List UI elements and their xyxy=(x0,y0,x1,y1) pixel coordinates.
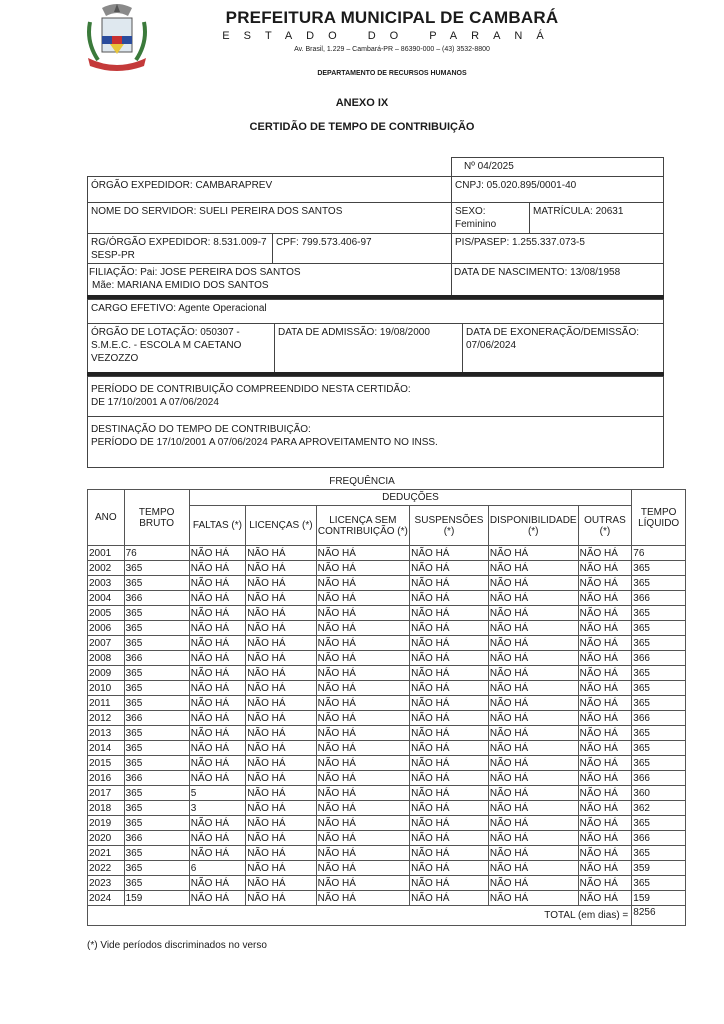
servant-name: NOME DO SERVIDOR: SUELI PEREIRA DOS SANTOS xyxy=(87,202,452,234)
cell-net-time: 365 xyxy=(632,816,686,831)
cell-net-time: 365 xyxy=(632,741,686,756)
table-row xyxy=(88,786,686,801)
cell-unpaid-leave: NÃO HÁ xyxy=(316,606,410,621)
cell-suspensions: NÃO HÁ xyxy=(410,651,489,666)
header-unpaid-leave: LICENÇA SEM CONTRIBUIÇÃO (*) xyxy=(316,506,410,546)
cell-unpaid-leave: NÃO HÁ xyxy=(316,591,410,606)
cell-net-time: 365 xyxy=(632,666,686,681)
cell-net-time: 76 xyxy=(632,546,686,561)
table-row xyxy=(88,756,686,771)
cell-leaves: NÃO HÁ xyxy=(246,741,316,756)
cell-suspensions: NÃO HÁ xyxy=(410,606,489,621)
table-row xyxy=(88,651,686,666)
cell-availability: NÃO HÁ xyxy=(488,576,578,591)
cell-leaves: NÃO HÁ xyxy=(246,546,316,561)
table-row xyxy=(88,876,686,891)
header-leaves: LICENÇAS (*) xyxy=(246,506,316,546)
cell-net-time: 365 xyxy=(632,876,686,891)
cell-leaves: NÃO HÁ xyxy=(246,666,316,681)
cell-others: NÃO HÁ xyxy=(578,636,632,651)
cell-suspensions: NÃO HÁ xyxy=(410,696,489,711)
cell-gross-time: 365 xyxy=(124,876,189,891)
cell-unpaid-leave: NÃO HÁ xyxy=(316,891,410,906)
cell-absences: NÃO HÁ xyxy=(189,726,245,741)
cell-suspensions: NÃO HÁ xyxy=(410,591,489,606)
cell-absences: NÃO HÁ xyxy=(189,666,245,681)
destination-label: DESTINAÇÃO DO TEMPO DE CONTRIBUIÇÃO: xyxy=(91,424,311,435)
table-row xyxy=(88,606,686,621)
cell-unpaid-leave: NÃO HÁ xyxy=(316,561,410,576)
dismissal-value: 07/06/2024 xyxy=(466,340,517,351)
cell-gross-time: 365 xyxy=(124,726,189,741)
cell-availability: NÃO HÁ xyxy=(488,756,578,771)
cell-leaves: NÃO HÁ xyxy=(246,756,316,771)
cpf: CPF: 799.573.406-97 xyxy=(272,233,452,264)
cnpj: CNPJ: 05.020.895/0001-40 xyxy=(451,176,664,203)
destination-value: PERÍODO DE 17/10/2001 A 07/06/2024 PARA APROVEITAMENTO NO INSS. xyxy=(91,437,438,448)
cell-gross-time: 365 xyxy=(124,846,189,861)
cell-gross-time: 366 xyxy=(124,651,189,666)
table-row xyxy=(88,681,686,696)
cell-unpaid-leave: NÃO HÁ xyxy=(316,666,410,681)
table-row xyxy=(88,636,686,651)
cell-availability: NÃO HÁ xyxy=(488,831,578,846)
cell-unpaid-leave: NÃO HÁ xyxy=(316,681,410,696)
cell-year: 2005 xyxy=(88,606,125,621)
cell-year: 2004 xyxy=(88,591,125,606)
cell-gross-time: 365 xyxy=(124,801,189,816)
cell-absences: NÃO HÁ xyxy=(189,546,245,561)
cell-leaves: NÃO HÁ xyxy=(246,861,316,876)
table-row xyxy=(88,816,686,831)
cell-others: NÃO HÁ xyxy=(578,786,632,801)
cell-absences: 6 xyxy=(189,861,245,876)
table-row xyxy=(88,891,686,906)
cell-leaves: NÃO HÁ xyxy=(246,726,316,741)
cell-net-time: 365 xyxy=(632,606,686,621)
cell-suspensions: NÃO HÁ xyxy=(410,756,489,771)
cell-absences: 5 xyxy=(189,786,245,801)
rg-field xyxy=(87,233,273,264)
state-name: ESTADO DO PARANÁ xyxy=(222,30,558,42)
cell-gross-time: 365 xyxy=(124,576,189,591)
cell-net-time: 362 xyxy=(632,801,686,816)
cell-absences: NÃO HÁ xyxy=(189,696,245,711)
cell-leaves: NÃO HÁ xyxy=(246,606,316,621)
cell-net-time: 365 xyxy=(632,621,686,636)
cell-net-time: 366 xyxy=(632,651,686,666)
table-row xyxy=(88,801,686,816)
cell-gross-time: 159 xyxy=(124,891,189,906)
table-row xyxy=(88,576,686,591)
cell-availability: NÃO HÁ xyxy=(488,726,578,741)
cell-suspensions: NÃO HÁ xyxy=(410,831,489,846)
cell-availability: NÃO HÁ xyxy=(488,651,578,666)
cell-availability: NÃO HÁ xyxy=(488,606,578,621)
table-row xyxy=(88,771,686,786)
dismissal-date xyxy=(462,323,664,373)
table-row xyxy=(88,561,686,576)
cell-leaves: NÃO HÁ xyxy=(246,771,316,786)
table-row xyxy=(88,591,686,606)
cell-leaves: NÃO HÁ xyxy=(246,591,316,606)
cell-unpaid-leave: NÃO HÁ xyxy=(316,846,410,861)
cell-others: NÃO HÁ xyxy=(578,726,632,741)
sex-label: SEXO: xyxy=(455,206,486,217)
cell-leaves: NÃO HÁ xyxy=(246,816,316,831)
cell-suspensions: NÃO HÁ xyxy=(410,891,489,906)
cell-leaves: NÃO HÁ xyxy=(246,636,316,651)
assignment-line-2: S.M.E.C. - ESCOLA M CAETANO xyxy=(91,340,242,351)
cell-gross-time: 366 xyxy=(124,831,189,846)
cell-absences: NÃO HÁ xyxy=(189,576,245,591)
cell-absences: NÃO HÁ xyxy=(189,711,245,726)
cell-availability: NÃO HÁ xyxy=(488,801,578,816)
cell-year: 2019 xyxy=(88,816,125,831)
header-year: ANO xyxy=(88,490,125,546)
cell-net-time: 366 xyxy=(632,591,686,606)
cell-leaves: NÃO HÁ xyxy=(246,801,316,816)
sex-value: Feminino xyxy=(455,219,497,230)
cell-availability: NÃO HÁ xyxy=(488,876,578,891)
frequency-title: FREQUÊNCIA xyxy=(329,476,395,487)
assignment-line-1: ÓRGÃO DE LOTAÇÃO: 050307 - xyxy=(91,327,240,338)
cell-leaves: NÃO HÁ xyxy=(246,651,316,666)
cell-leaves: NÃO HÁ xyxy=(246,891,316,906)
cell-availability: NÃO HÁ xyxy=(488,861,578,876)
cell-suspensions: NÃO HÁ xyxy=(410,666,489,681)
cell-unpaid-leave: NÃO HÁ xyxy=(316,621,410,636)
cell-availability: NÃO HÁ xyxy=(488,681,578,696)
cell-others: NÃO HÁ xyxy=(578,681,632,696)
cell-availability: NÃO HÁ xyxy=(488,561,578,576)
cell-leaves: NÃO HÁ xyxy=(246,576,316,591)
cell-gross-time: 365 xyxy=(124,561,189,576)
cell-unpaid-leave: NÃO HÁ xyxy=(316,816,410,831)
cell-absences: NÃO HÁ xyxy=(189,876,245,891)
cell-unpaid-leave: NÃO HÁ xyxy=(316,726,410,741)
cell-suspensions: NÃO HÁ xyxy=(410,876,489,891)
table-row xyxy=(88,711,686,726)
cell-absences: NÃO HÁ xyxy=(189,756,245,771)
cell-unpaid-leave: NÃO HÁ xyxy=(316,636,410,651)
cell-suspensions: NÃO HÁ xyxy=(410,741,489,756)
admission-date: DATA DE ADMISSÃO: 19/08/2000 xyxy=(274,323,463,373)
cell-gross-time: 365 xyxy=(124,666,189,681)
cell-year: 2003 xyxy=(88,576,125,591)
cell-year: 2001 xyxy=(88,546,125,561)
cell-others: NÃO HÁ xyxy=(578,741,632,756)
cell-gross-time: 365 xyxy=(124,606,189,621)
table-row xyxy=(88,696,686,711)
cell-absences: NÃO HÁ xyxy=(189,636,245,651)
cell-availability: NÃO HÁ xyxy=(488,696,578,711)
total-label: TOTAL (em dias) = xyxy=(88,906,632,926)
cell-leaves: NÃO HÁ xyxy=(246,831,316,846)
cell-absences: NÃO HÁ xyxy=(189,606,245,621)
cell-absences: 3 xyxy=(189,801,245,816)
cell-year: 2007 xyxy=(88,636,125,651)
cell-unpaid-leave: NÃO HÁ xyxy=(316,711,410,726)
footnote: (*) Vide períodos discriminados no verso xyxy=(87,940,267,951)
assignment-line-3: VEZOZZO xyxy=(91,353,139,364)
cell-suspensions: NÃO HÁ xyxy=(410,711,489,726)
cell-suspensions: NÃO HÁ xyxy=(410,816,489,831)
cell-availability: NÃO HÁ xyxy=(488,591,578,606)
cell-net-time: 365 xyxy=(632,726,686,741)
cell-year: 2017 xyxy=(88,786,125,801)
cell-year: 2006 xyxy=(88,621,125,636)
cell-leaves: NÃO HÁ xyxy=(246,711,316,726)
period-label: PERÍODO DE CONTRIBUIÇÃO COMPREENDIDO NESTA CERTIDÃO: xyxy=(91,384,411,395)
cell-year: 2009 xyxy=(88,666,125,681)
cell-net-time: 365 xyxy=(632,576,686,591)
cell-suspensions: NÃO HÁ xyxy=(410,621,489,636)
registration-number: MATRÍCULA: 20631 xyxy=(529,202,664,234)
cell-gross-time: 365 xyxy=(124,786,189,801)
cell-unpaid-leave: NÃO HÁ xyxy=(316,696,410,711)
cell-others: NÃO HÁ xyxy=(578,696,632,711)
annex-label: ANEXO IX xyxy=(335,97,389,109)
table-row xyxy=(88,726,686,741)
cell-year: 2023 xyxy=(88,876,125,891)
cell-availability: NÃO HÁ xyxy=(488,711,578,726)
table-row xyxy=(88,741,686,756)
cell-year: 2021 xyxy=(88,846,125,861)
cell-unpaid-leave: NÃO HÁ xyxy=(316,546,410,561)
cell-availability: NÃO HÁ xyxy=(488,621,578,636)
cell-others: NÃO HÁ xyxy=(578,651,632,666)
cell-year: 2012 xyxy=(88,711,125,726)
sex-field xyxy=(451,202,530,234)
cell-gross-time: 366 xyxy=(124,771,189,786)
certificate-title: CERTIDÃO DE TEMPO DE CONTRIBUIÇÃO xyxy=(249,121,475,133)
pis-pasep: PIS/PASEP: 1.255.337.073-5 xyxy=(451,233,664,264)
cell-availability: NÃO HÁ xyxy=(488,666,578,681)
assignment-agency xyxy=(87,323,275,373)
cell-others: NÃO HÁ xyxy=(578,816,632,831)
cell-unpaid-leave: NÃO HÁ xyxy=(316,786,410,801)
rg-line-1: RG/ÓRGÃO EXPEDIDOR: 8.531.009-7 xyxy=(91,237,267,248)
cell-suspensions: NÃO HÁ xyxy=(410,726,489,741)
cell-availability: NÃO HÁ xyxy=(488,546,578,561)
cell-year: 2002 xyxy=(88,561,125,576)
cell-others: NÃO HÁ xyxy=(578,756,632,771)
cell-year: 2020 xyxy=(88,831,125,846)
cell-year: 2014 xyxy=(88,741,125,756)
cell-gross-time: 365 xyxy=(124,861,189,876)
issuing-agency: ÓRGÃO EXPEDIDOR: CAMBARAPREV xyxy=(87,176,452,203)
cell-year: 2022 xyxy=(88,861,125,876)
cell-others: NÃO HÁ xyxy=(578,801,632,816)
rg-line-2: SESP-PR xyxy=(91,250,135,261)
cell-net-time: 159 xyxy=(632,891,686,906)
cell-year: 2011 xyxy=(88,696,125,711)
cell-net-time: 365 xyxy=(632,696,686,711)
cell-others: NÃO HÁ xyxy=(578,891,632,906)
cell-year: 2010 xyxy=(88,681,125,696)
cell-unpaid-leave: NÃO HÁ xyxy=(316,801,410,816)
cell-others: NÃO HÁ xyxy=(578,846,632,861)
header-net-time: TEMPO LÍQUIDO xyxy=(632,490,686,546)
cell-others: NÃO HÁ xyxy=(578,771,632,786)
cell-unpaid-leave: NÃO HÁ xyxy=(316,651,410,666)
period-value: DE 17/10/2001 A 07/06/2024 xyxy=(91,397,219,408)
cell-others: NÃO HÁ xyxy=(578,711,632,726)
cell-unpaid-leave: NÃO HÁ xyxy=(316,756,410,771)
table-row xyxy=(88,621,686,636)
cell-absences: NÃO HÁ xyxy=(189,561,245,576)
cell-suspensions: NÃO HÁ xyxy=(410,576,489,591)
cell-year: 2018 xyxy=(88,801,125,816)
cell-gross-time: 76 xyxy=(124,546,189,561)
cell-unpaid-leave: NÃO HÁ xyxy=(316,741,410,756)
cell-year: 2013 xyxy=(88,726,125,741)
dismissal-label: DATA DE EXONERAÇÃO/DEMISSÃO: xyxy=(466,327,639,338)
cell-suspensions: NÃO HÁ xyxy=(410,861,489,876)
cell-others: NÃO HÁ xyxy=(578,876,632,891)
cell-others: NÃO HÁ xyxy=(578,621,632,636)
cell-suspensions: NÃO HÁ xyxy=(410,846,489,861)
birth-date: DATA DE NASCIMENTO: 13/08/1958 xyxy=(451,263,664,296)
cell-availability: NÃO HÁ xyxy=(488,891,578,906)
frequency-table xyxy=(87,489,686,926)
cell-absences: NÃO HÁ xyxy=(189,681,245,696)
cell-suspensions: NÃO HÁ xyxy=(410,546,489,561)
cell-availability: NÃO HÁ xyxy=(488,846,578,861)
cell-year: 2016 xyxy=(88,771,125,786)
header-deductions: DEDUÇÕES xyxy=(189,490,632,506)
cell-others: NÃO HÁ xyxy=(578,546,632,561)
cell-net-time: 366 xyxy=(632,711,686,726)
cell-gross-time: 365 xyxy=(124,636,189,651)
header-gross-time: TEMPO BRUTO xyxy=(124,490,189,546)
position-field: CARGO EFETIVO: Agente Operacional xyxy=(87,299,664,324)
cell-unpaid-leave: NÃO HÁ xyxy=(316,831,410,846)
cell-net-time: 365 xyxy=(632,681,686,696)
total-value: 8256 xyxy=(632,906,686,926)
cell-unpaid-leave: NÃO HÁ xyxy=(316,576,410,591)
cell-availability: NÃO HÁ xyxy=(488,636,578,651)
cell-gross-time: 366 xyxy=(124,591,189,606)
header-others: OUTRAS (*) xyxy=(578,506,632,546)
table-row xyxy=(88,546,686,561)
cell-absences: NÃO HÁ xyxy=(189,816,245,831)
cell-others: NÃO HÁ xyxy=(578,861,632,876)
cell-others: NÃO HÁ xyxy=(578,591,632,606)
cell-gross-time: 365 xyxy=(124,621,189,636)
mother-name: Mãe: MARIANA EMIDIO DOS SANTOS xyxy=(92,280,269,291)
cell-others: NÃO HÁ xyxy=(578,666,632,681)
cell-absences: NÃO HÁ xyxy=(189,591,245,606)
cell-leaves: NÃO HÁ xyxy=(246,786,316,801)
cell-availability: NÃO HÁ xyxy=(488,771,578,786)
cell-others: NÃO HÁ xyxy=(578,831,632,846)
table-row xyxy=(88,831,686,846)
cell-net-time: 365 xyxy=(632,561,686,576)
header-absences: FALTAS (*) xyxy=(189,506,245,546)
header-suspensions: SUSPENSÕES (*) xyxy=(410,506,489,546)
cell-others: NÃO HÁ xyxy=(578,576,632,591)
cell-net-time: 365 xyxy=(632,756,686,771)
cell-suspensions: NÃO HÁ xyxy=(410,681,489,696)
cell-net-time: 360 xyxy=(632,786,686,801)
cell-leaves: NÃO HÁ xyxy=(246,876,316,891)
cell-absences: NÃO HÁ xyxy=(189,831,245,846)
father-name: FILIAÇÃO: Pai: JOSE PEREIRA DOS SANTOS xyxy=(89,267,301,278)
address: Av. Brasil, 1.229 – Cambará-PR – 86390-000 – (43) 3532-8800 xyxy=(294,46,490,53)
certificate-number: Nº 04/2025 xyxy=(451,157,664,177)
cell-suspensions: NÃO HÁ xyxy=(410,786,489,801)
cell-suspensions: NÃO HÁ xyxy=(410,801,489,816)
cell-others: NÃO HÁ xyxy=(578,561,632,576)
cell-suspensions: NÃO HÁ xyxy=(410,771,489,786)
contribution-destination xyxy=(87,416,664,468)
cell-unpaid-leave: NÃO HÁ xyxy=(316,876,410,891)
cell-unpaid-leave: NÃO HÁ xyxy=(316,771,410,786)
cell-net-time: 366 xyxy=(632,771,686,786)
cell-net-time: 366 xyxy=(632,831,686,846)
cell-absences: NÃO HÁ xyxy=(189,741,245,756)
cell-suspensions: NÃO HÁ xyxy=(410,636,489,651)
cell-leaves: NÃO HÁ xyxy=(246,681,316,696)
cell-unpaid-leave: NÃO HÁ xyxy=(316,861,410,876)
header-availability: DISPONIBILIDADE (*) xyxy=(488,506,578,546)
cell-absences: NÃO HÁ xyxy=(189,846,245,861)
cell-net-time: 365 xyxy=(632,636,686,651)
cell-leaves: NÃO HÁ xyxy=(246,846,316,861)
cell-gross-time: 365 xyxy=(124,741,189,756)
cell-year: 2008 xyxy=(88,651,125,666)
cell-absences: NÃO HÁ xyxy=(189,771,245,786)
cell-net-time: 359 xyxy=(632,861,686,876)
city-hall-title: PREFEITURA MUNICIPAL DE CAMBARÁ xyxy=(225,8,559,27)
contribution-period xyxy=(87,376,664,417)
cell-leaves: NÃO HÁ xyxy=(246,696,316,711)
table-row xyxy=(88,846,686,861)
cell-suspensions: NÃO HÁ xyxy=(410,561,489,576)
cell-leaves: NÃO HÁ xyxy=(246,621,316,636)
cell-year: 2015 xyxy=(88,756,125,771)
cell-leaves: NÃO HÁ xyxy=(246,561,316,576)
table-row xyxy=(88,666,686,681)
cell-availability: NÃO HÁ xyxy=(488,741,578,756)
cell-others: NÃO HÁ xyxy=(578,606,632,621)
cell-absences: NÃO HÁ xyxy=(189,621,245,636)
cell-year: 2024 xyxy=(88,891,125,906)
filiation-field xyxy=(87,263,452,296)
department-name: DEPARTAMENTO DE RECURSOS HUMANOS xyxy=(317,70,467,77)
table-row xyxy=(88,861,686,876)
cell-gross-time: 365 xyxy=(124,816,189,831)
cell-availability: NÃO HÁ xyxy=(488,786,578,801)
cell-absences: NÃO HÁ xyxy=(189,891,245,906)
cell-absences: NÃO HÁ xyxy=(189,651,245,666)
cell-gross-time: 366 xyxy=(124,711,189,726)
cell-gross-time: 365 xyxy=(124,756,189,771)
cell-gross-time: 365 xyxy=(124,681,189,696)
cell-net-time: 365 xyxy=(632,846,686,861)
cell-gross-time: 365 xyxy=(124,696,189,711)
cell-availability: NÃO HÁ xyxy=(488,816,578,831)
